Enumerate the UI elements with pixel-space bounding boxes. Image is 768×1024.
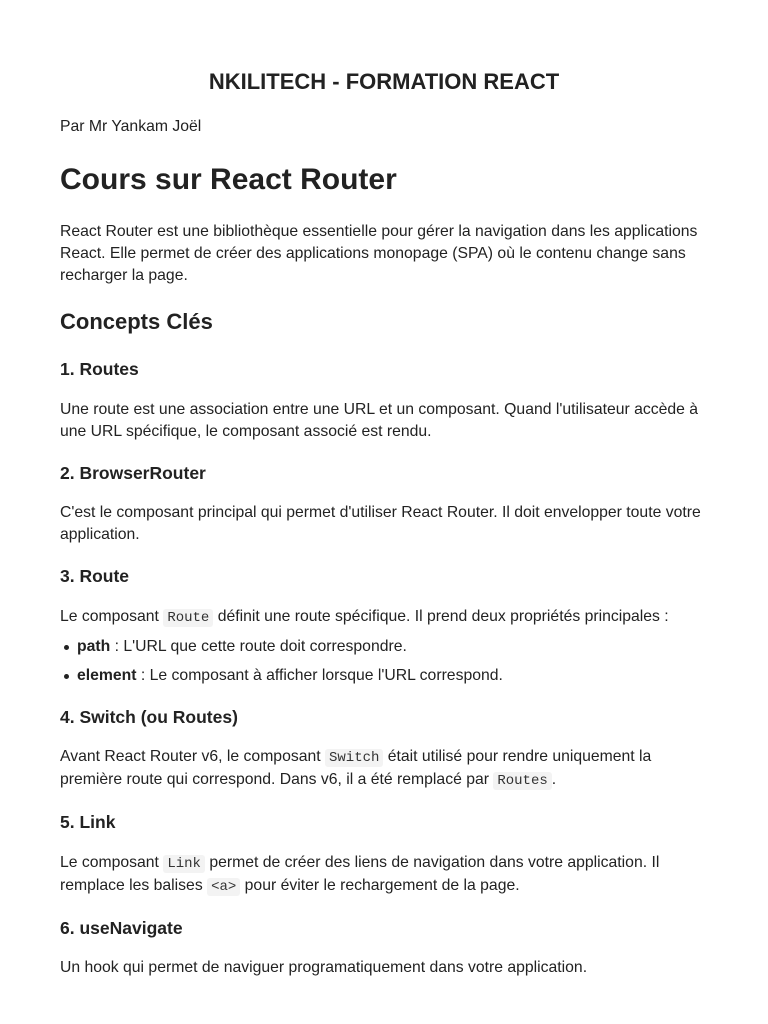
concept-switch bbox=[60, 705, 708, 793]
paragraph-text: définit une route spécifique. Il prend deux propriétés principales : bbox=[213, 607, 669, 625]
paragraph-text: permet de créer des liens de navigation dans votre application. Il remplace les balises bbox=[60, 853, 660, 894]
property-name: element bbox=[77, 666, 137, 684]
inline-code: Routes bbox=[493, 772, 551, 790]
paragraph-text: . bbox=[551, 771, 557, 788]
concept-paragraph bbox=[60, 399, 708, 443]
concept-heading: 2. BrowserRouter bbox=[60, 462, 206, 483]
bullet-icon bbox=[64, 674, 69, 679]
property-item bbox=[60, 665, 708, 687]
concept-route bbox=[60, 564, 708, 687]
property-item bbox=[60, 636, 708, 658]
paragraph-text: était utilisé pour rendre uniquement la première route qui correspond. Dans v6, il a été remplacé par bbox=[60, 748, 652, 788]
paragraph-text: Le composant bbox=[60, 607, 164, 625]
inline-code: Route bbox=[163, 609, 213, 627]
inline-code: Link bbox=[163, 855, 205, 873]
property-list bbox=[60, 636, 708, 687]
concept-paragraph bbox=[60, 746, 708, 792]
concept-link bbox=[60, 810, 708, 898]
paragraph-text: Avant React Router v6, le composant bbox=[60, 748, 325, 765]
author-line: Par Mr Yankam Joël bbox=[60, 118, 202, 135]
concept-paragraph bbox=[60, 957, 708, 979]
concept-heading: 4. Switch (ou Routes) bbox=[60, 706, 238, 727]
paragraph-text: Le composant bbox=[60, 853, 164, 871]
inline-code: Switch bbox=[325, 749, 383, 767]
inline-code: <a> bbox=[207, 878, 240, 896]
paragraph-text: Un hook qui permet de naviguer programatiquement dans votre application. bbox=[60, 959, 588, 976]
document-header: NKILITECH - FORMATION REACT bbox=[208, 69, 560, 94]
property-name: path bbox=[77, 637, 111, 655]
concept-heading: 6. useNavigate bbox=[60, 917, 183, 938]
concept-heading: 1. Routes bbox=[60, 359, 139, 379]
paragraph-text: pour éviter le rechargement de la page. bbox=[240, 876, 520, 894]
paragraph-text: Une route est une association entre une URL et un composant. Quand l'utilisateur accède à une URL spécifique, le composant associé est rendu. bbox=[60, 400, 699, 440]
concept-usenavigate bbox=[60, 916, 708, 980]
concept-browserrouter bbox=[60, 461, 708, 547]
concept-heading: 5. Link bbox=[60, 812, 116, 832]
property-description: : Le composant à afficher lorsque l'URL correspond. bbox=[136, 666, 503, 684]
concept-paragraph bbox=[60, 852, 708, 898]
concept-paragraph bbox=[60, 606, 708, 629]
page-title: Cours sur React Router bbox=[60, 163, 397, 196]
concept-routes bbox=[60, 357, 708, 443]
intro-paragraph: React Router est une bibliothèque essentielle pour gérer la navigation dans les applications React. Elle permet de créer des applications monopage (SPA) où le contenu change sans recharger la page. bbox=[60, 223, 698, 284]
section-heading-concepts: Concepts Clés bbox=[60, 309, 213, 334]
property-description: : L'URL que cette route doit correspondre. bbox=[110, 637, 407, 655]
concept-heading: 3. Route bbox=[60, 566, 130, 586]
bullet-icon bbox=[64, 645, 69, 650]
concept-paragraph bbox=[60, 502, 708, 546]
paragraph-text: C'est le composant principal qui permet d'utiliser React Router. Il doit envelopper toute votre application. bbox=[60, 504, 701, 543]
